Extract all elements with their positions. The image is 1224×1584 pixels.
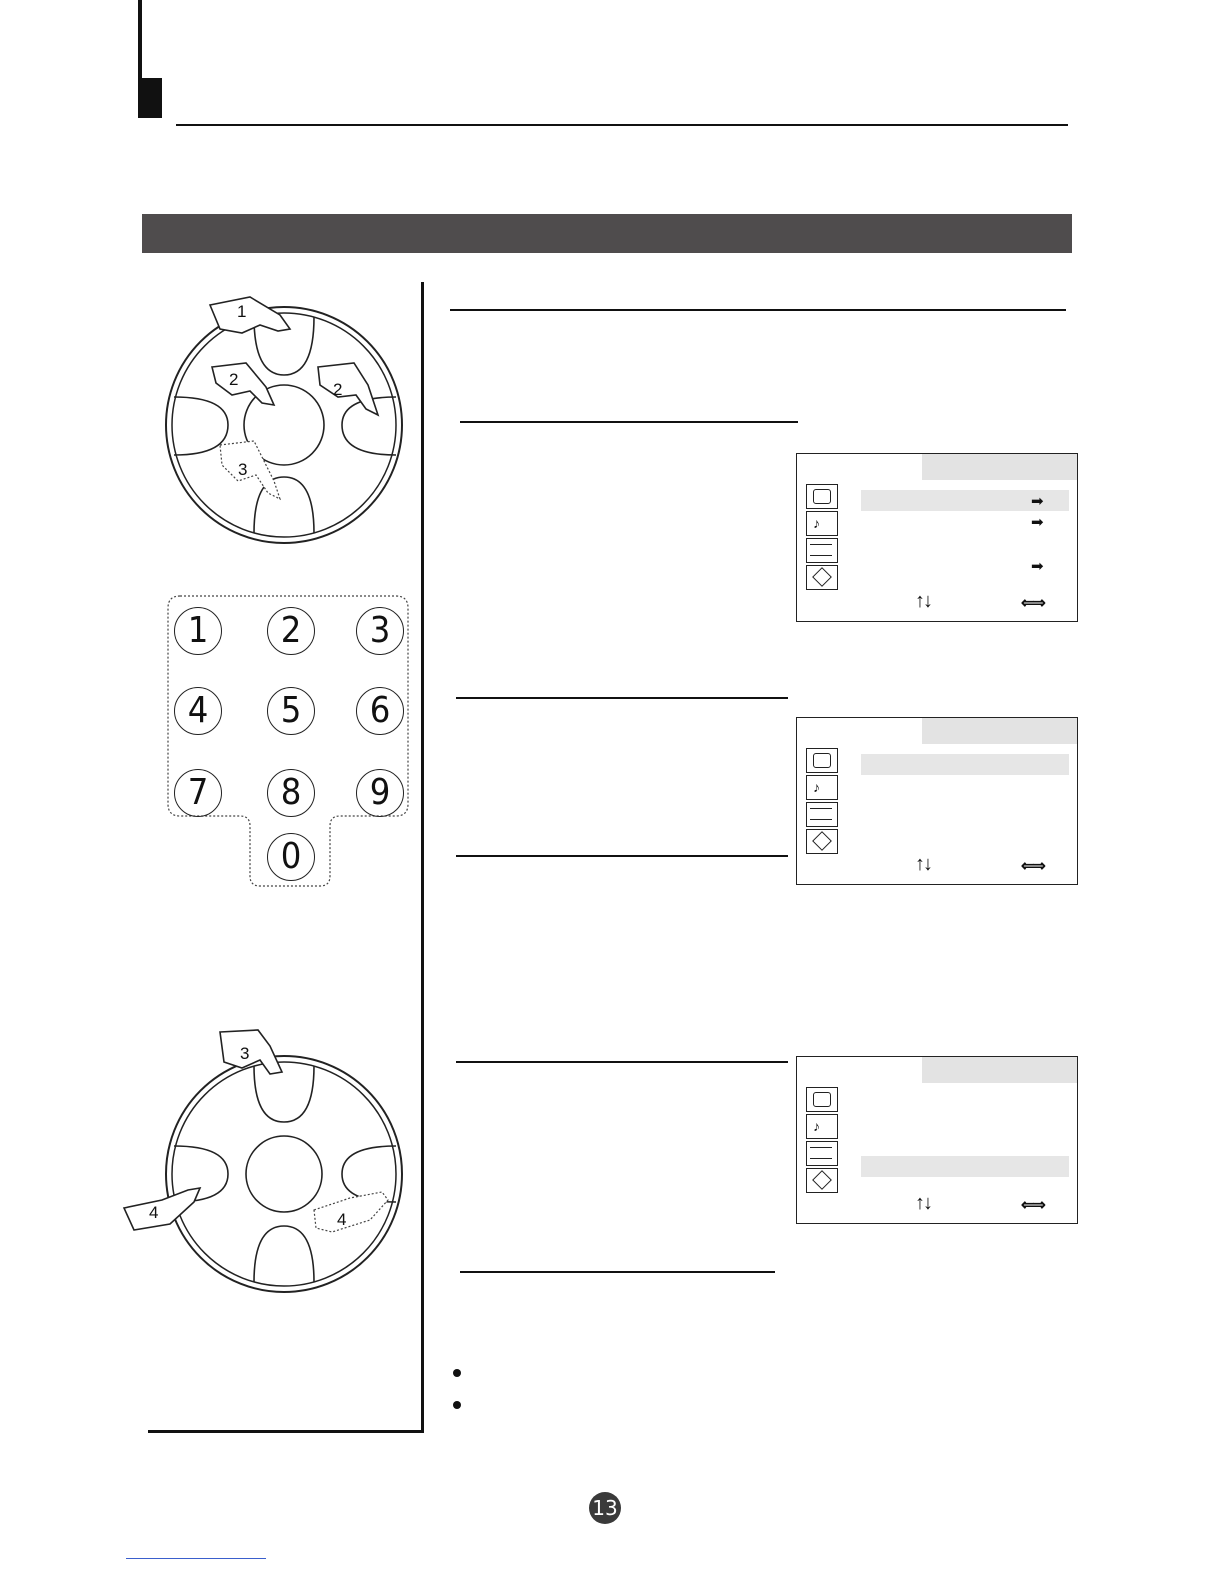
step-rule-5	[460, 1271, 775, 1273]
up-down-arrows-icon: ↑↓	[915, 853, 931, 875]
callout-2-right: 2	[333, 380, 343, 399]
hand-pointer-3-dotted	[220, 441, 280, 499]
left-column-bottom-rule	[148, 1430, 424, 1433]
osd-menu-3	[796, 1056, 1078, 1224]
left-column-divider	[421, 282, 424, 1433]
number-key-1: 1	[174, 607, 222, 655]
hand-pointer-1	[210, 297, 290, 333]
picture-icon	[806, 484, 838, 509]
callout-3: 3	[238, 460, 248, 479]
menu-title-bar	[922, 454, 1077, 480]
function-icon	[806, 538, 838, 563]
menu-title-bar	[922, 718, 1077, 744]
menu-highlight-row	[861, 1156, 1069, 1177]
step-rule-4	[456, 1061, 788, 1063]
function-icon	[806, 802, 838, 827]
hand-pointer-4b-dotted	[314, 1192, 388, 1232]
picture-icon	[806, 1087, 838, 1112]
callout-4-right: 4	[337, 1210, 347, 1229]
menu-title-bar	[922, 1057, 1077, 1083]
bullet-point	[453, 1401, 461, 1409]
header-rule	[176, 124, 1068, 126]
callout-4-left: 4	[149, 1203, 159, 1222]
hand-pointer-2a	[212, 363, 274, 405]
upper-direction-pad	[150, 285, 420, 555]
submenu-arrow-icon: ➡	[1031, 558, 1044, 575]
number-key-0: 0	[267, 833, 315, 881]
page-number: 13	[592, 1496, 618, 1520]
sound-icon: ♪	[806, 1114, 838, 1139]
lower-direction-pad	[120, 1024, 410, 1304]
bullet-point	[453, 1369, 461, 1377]
submenu-arrow-icon: ➡	[1031, 514, 1044, 531]
hand-pointer-2b	[318, 363, 378, 415]
callout-2-left: 2	[229, 370, 239, 389]
function-icon	[806, 1141, 838, 1166]
submenu-arrow-icon: ➡	[1031, 493, 1044, 510]
install-icon	[806, 1168, 838, 1193]
footer-link[interactable]	[126, 1558, 266, 1559]
number-key-4: 4	[174, 687, 222, 735]
install-icon	[806, 829, 838, 854]
number-key-3: 3	[356, 607, 404, 655]
section-banner	[142, 214, 1072, 253]
picture-icon	[806, 748, 838, 773]
number-key-2: 2	[267, 607, 315, 655]
up-down-arrows-icon: ↑↓	[915, 590, 931, 612]
osd-menu-1	[796, 453, 1078, 622]
right-heading-rule	[450, 309, 1066, 311]
step-rule-3	[456, 855, 788, 857]
number-key-6: 6	[356, 687, 404, 735]
callout-3-lower: 3	[240, 1044, 250, 1063]
sound-icon: ♪	[806, 775, 838, 800]
number-key-5: 5	[267, 687, 315, 735]
number-key-7: 7	[174, 769, 222, 817]
osd-menu-2	[796, 717, 1078, 885]
number-key-8: 8	[267, 769, 315, 817]
step-rule-1	[460, 421, 798, 423]
left-right-arrows-icon: ⇐⇒	[1021, 1197, 1044, 1214]
number-key-9: 9	[356, 769, 404, 817]
install-icon	[806, 565, 838, 590]
hand-pointer-4a	[124, 1188, 200, 1230]
step-rule-2	[456, 697, 788, 699]
page-number-badge	[589, 1492, 621, 1524]
menu-highlight-row	[861, 754, 1069, 775]
left-right-arrows-icon: ⇐⇒	[1021, 858, 1044, 875]
header-tab-block	[138, 78, 162, 118]
left-right-arrows-icon: ⇐⇒	[1021, 595, 1044, 612]
sound-icon: ♪	[806, 511, 838, 536]
up-down-arrows-icon: ↑↓	[915, 1192, 931, 1214]
callout-1: 1	[237, 302, 247, 321]
